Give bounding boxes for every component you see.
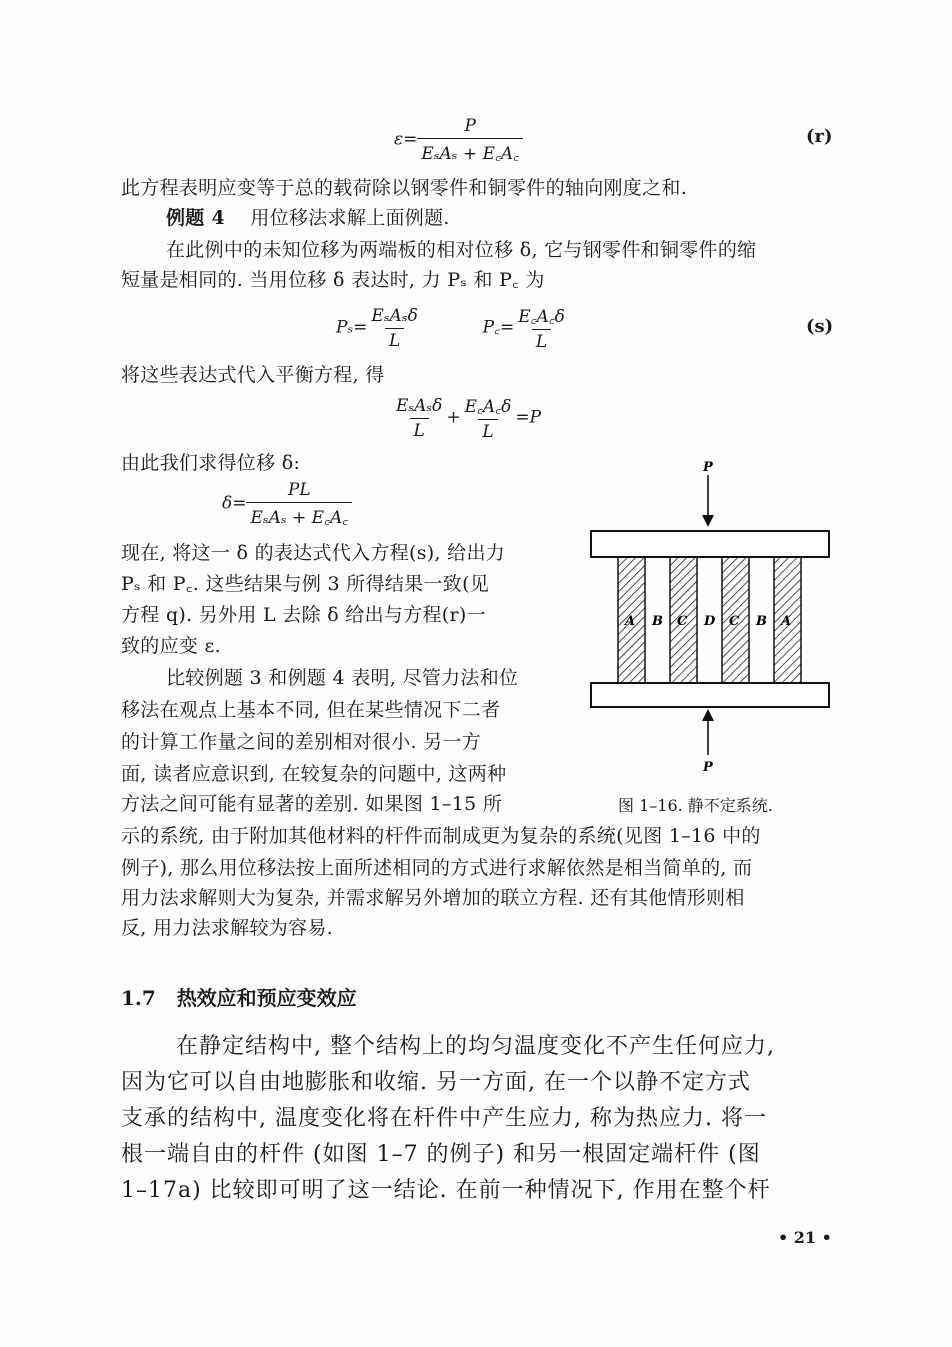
paragraph-2-line-2: 短量是相同的. 当用位移 δ 表达时, 力 Pₛ 和 P꜀ 为	[121, 269, 545, 291]
paragraph-2-line-1: 在此例中的未知位移为两端板的相对位移 δ, 它与钢零件和铜零件的缩	[166, 239, 757, 261]
paragraph-6-line-7: 例子), 那么用位移法按上面所述相同的方式进行求解依然是相当简单的, 而	[121, 857, 753, 879]
top-load-label: P	[703, 460, 713, 475]
paragraph-5-line-3: 方程 q). 另外用 L 去除 δ 给出与方程(r)一	[121, 604, 486, 626]
eq-delta-denominator: EₛAₛ + E꜀A꜀	[246, 502, 352, 528]
paragraph-4: 由此我们求得位移 δ:	[121, 452, 301, 474]
paragraph-7-line-3: 支承的结构中, 温度变化将在杆件中产生应力, 称为热应力. 将一	[121, 1106, 767, 1131]
bar-label-7: A	[781, 614, 792, 629]
paragraph-6-line-4: 面, 读者应意识到, 在较复杂的问题中, 这两种	[121, 763, 507, 785]
paragraph-6-line-5: 方法之间可能有显著的差别. 如果图 1–15 所	[121, 793, 503, 815]
eq-sum-plus: +	[446, 407, 461, 428]
bar-label-5: C	[729, 614, 740, 629]
eq-s-lhs-2: P꜀=	[482, 317, 515, 338]
eq-s-denominator-2: L	[532, 329, 551, 352]
equation-equilibrium	[392, 394, 541, 442]
section-number: 1.7	[121, 986, 156, 1010]
paragraph-7-line-2: 因为它可以自由地膨胀和收缩. 另一方面, 在一个以静不定方式	[121, 1070, 751, 1095]
eq-sum-numerator-1: EₛAₛδ	[396, 395, 443, 416]
bar-label-4: D	[704, 614, 716, 629]
paragraph-6-line-3: 的计算工作量之间的差别相对很小. 另一方	[121, 731, 482, 753]
figure-caption: 图 1–16. 静不定系统.	[618, 796, 773, 815]
paragraph-3: 将这些表达式代入平衡方程, 得	[121, 364, 385, 386]
eq-sum-denominator-1: L	[410, 418, 429, 441]
paragraph-7-line-4: 根一端自由的杆件 (如图 1–7 的例子) 和另一根固定端杆件 (图	[121, 1142, 761, 1167]
bar-label-6: B	[756, 614, 767, 629]
section-heading	[121, 982, 357, 1011]
eq-delta-numerator: PL	[287, 480, 311, 500]
paragraph-7-line-1: 在静定结构中, 整个结构上的均匀温度变化不产生任何应力,	[176, 1034, 775, 1059]
eq-sum-rhs: =P	[515, 407, 542, 428]
example-label: 例题 4	[166, 207, 226, 229]
eq-r-denominator: EₛAₛ + E꜀A꜀	[417, 138, 523, 164]
paragraph-6-line-8: 用力法求解则大为复杂, 并需求解另外增加的联立方程. 还有其他情形则相	[121, 887, 745, 909]
equation-r	[394, 116, 523, 164]
eq-delta-lhs: δ=	[222, 493, 247, 514]
eq-sum-denominator-2: L	[478, 419, 497, 442]
bottom-load-label: P	[703, 760, 713, 775]
top-load-arrowhead	[702, 515, 714, 527]
equation-delta	[222, 480, 352, 528]
eq-s-numerator-1: EₛAₛδ	[371, 305, 418, 326]
paragraph-6-line-9: 反, 用力法求解较为容易.	[121, 917, 334, 939]
eq-s-label: (s)	[806, 316, 834, 337]
section-title: 热效应和预应变效应	[176, 986, 357, 1010]
bar-label-1: A	[625, 614, 636, 629]
eq-sum-numerator-2: E꜀A꜀δ	[464, 397, 512, 417]
figure-1-16	[585, 455, 835, 785]
paragraph-6-line-6: 示的系统, 由于附加其他材料的杆件而制成更为复杂的系统(见图 1–16 中的	[121, 825, 761, 847]
eq-r-lhs: ε=	[394, 129, 418, 150]
eq-s-numerator-2: E꜀A꜀δ	[518, 307, 565, 327]
eq-r-numerator: P	[464, 116, 476, 136]
bottom-load-arrowhead	[702, 709, 714, 721]
paragraph-1: 此方程表明应变等于总的载荷除以钢零件和铜零件的轴向刚度之和.	[121, 177, 688, 199]
paragraph-5-line-1: 现在, 将这一 δ 的表达式代入方程(s), 给出力	[121, 542, 506, 564]
paragraph-5-line-4: 致的应变 ε.	[121, 635, 222, 657]
paragraph-6-line-1: 比较例题 3 和例题 4 表明, 尽管力法和位	[166, 667, 519, 689]
bottom-plate	[591, 683, 829, 707]
paragraph-7-line-5: 1–17a) 比较即可明了这一结论. 在前一种情况下, 作用在整个杆	[121, 1178, 771, 1203]
example-heading	[166, 206, 450, 230]
eq-s-denominator-1: L	[385, 328, 404, 351]
eq-r-label: (r)	[806, 126, 833, 147]
bar-label-3: C	[677, 614, 688, 629]
bar-label-2: B	[652, 614, 663, 629]
equation-s	[336, 304, 569, 352]
page-number: • 21 •	[778, 1228, 832, 1247]
paragraph-6-line-2: 移法在观点上基本不同, 但在某些情况下二者	[121, 699, 501, 721]
top-plate	[591, 531, 829, 557]
paragraph-5-line-2: Pₛ 和 P꜀. 这些结果与例 3 所得结果一致(见	[121, 573, 490, 595]
example-title: 用位移法求解上面例题.	[250, 207, 450, 229]
eq-s-lhs-1: Pₛ=	[336, 317, 368, 338]
